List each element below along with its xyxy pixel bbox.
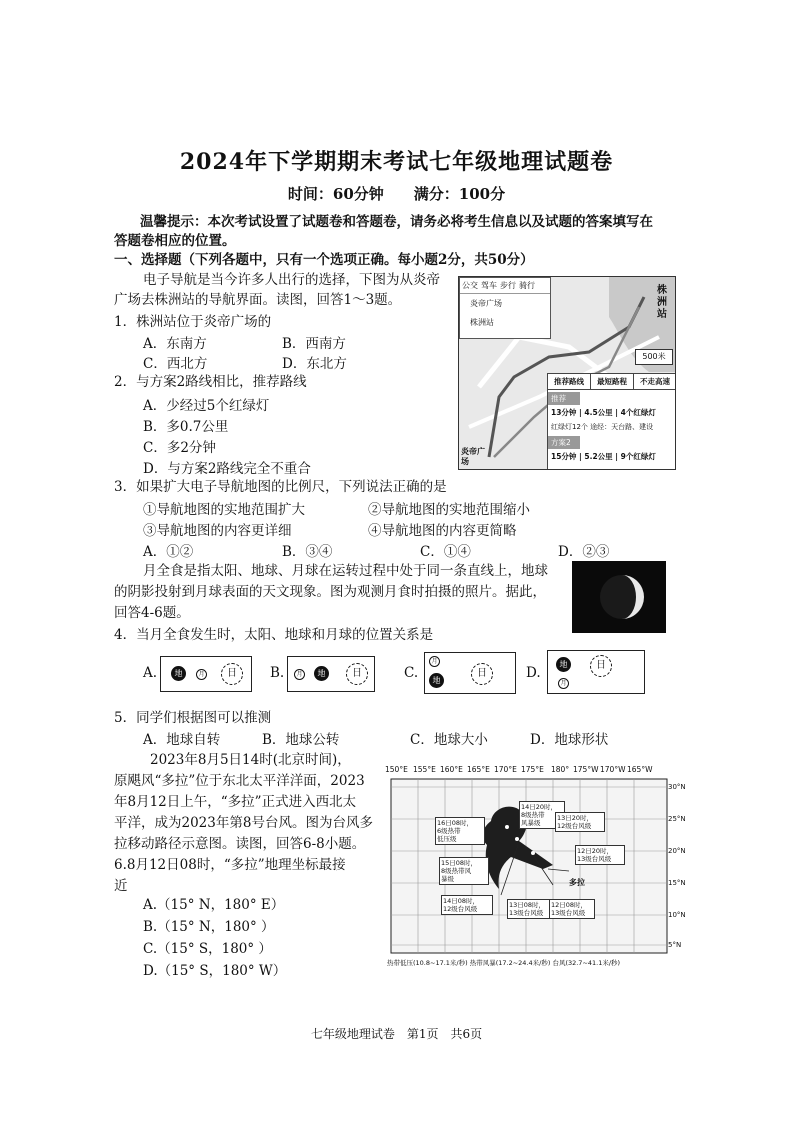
typhoon-legend: 热带低压(10.8~17.1米/秒) 热带风暴(17.2~24.4米/秒) 台风(32.7~41.1米/秒) <box>387 959 621 967</box>
earth-icon: 地 <box>556 657 571 672</box>
sun-icon: 日 <box>590 655 612 677</box>
earth-icon: 地 <box>314 666 329 681</box>
lat-label: 20°N <box>668 847 686 855</box>
tab-walk[interactable]: 步行 <box>500 281 516 290</box>
lon-label: 150°E <box>385 765 408 774</box>
lon-label: 165°E <box>467 765 490 774</box>
q6-stem-line-1: 6.8月12日08时，“多拉”地理坐标最接 <box>114 857 346 873</box>
lat-label: 10°N <box>668 911 686 919</box>
tab-shortest[interactable]: 最短路程 <box>591 374 634 389</box>
q2-option-a[interactable]: A．少经过5个红绿灯 <box>143 398 270 414</box>
intro1-line-2: 广场去株洲站的导航界面。读图，回答1～3题。 <box>114 292 402 308</box>
moon-icon: 月 <box>429 656 440 667</box>
q4-option-a-label[interactable]: A. <box>143 665 158 681</box>
lon-label: 160°E <box>440 765 463 774</box>
q5-option-b[interactable]: B．地球公转 <box>262 732 340 748</box>
q3-option-b[interactable]: B．③④ <box>282 544 333 560</box>
intro2-line-1: 月全食是指太阳、地球、月球在运转过程中处于同一条直线上，地球 <box>143 563 548 579</box>
nav-mode-tabs <box>460 278 550 294</box>
q3-statement-2: ②导航地图的实地范围缩小 <box>368 502 530 518</box>
q4-option-c-label[interactable]: C. <box>404 665 419 681</box>
nav-from[interactable]: 炎帝广场 <box>470 299 502 308</box>
q1-option-d[interactable]: D．东北方 <box>282 356 347 372</box>
q3-option-d[interactable]: D．②③ <box>558 544 610 560</box>
tab-bus[interactable]: 公交 <box>462 281 478 290</box>
q2-stem: 2．与方案2路线相比，推荐路线 <box>114 374 307 390</box>
notice-label: 温馨提示： <box>140 214 208 230</box>
lat-label: 5°N <box>668 941 682 949</box>
tab-bike[interactable]: 骑行 <box>519 281 535 290</box>
lon-label: 170°W <box>600 765 626 774</box>
q6-option-d[interactable]: D.（15° S，180° W） <box>143 963 287 979</box>
tab-no-highway[interactable]: 不走高速 <box>640 377 670 386</box>
typhoon-box: 12日08时， 13级台风级 <box>549 899 595 919</box>
q4-option-c-diagram[interactable] <box>424 652 516 694</box>
typhoon-box: 14日08时， 12级台风级 <box>441 895 493 915</box>
q2-option-d[interactable]: D．与方案2路线完全不重合 <box>143 461 311 477</box>
tab-drive[interactable]: 驾车 <box>481 281 497 290</box>
q1-option-c[interactable]: C．西北方 <box>143 356 208 372</box>
typhoon-box: 16日08时， 6级热带 低压级 <box>435 817 485 845</box>
plan1-label: 推荐 <box>548 392 580 405</box>
intro3-line-4: 平洋，成为2023年第8号台风。图为台风多 <box>114 815 373 831</box>
intro2-line-3: 回答4-6题。 <box>114 605 190 621</box>
lon-label: 175°W <box>573 765 599 774</box>
scale-bar: 500米 <box>635 349 673 365</box>
typhoon-box: 13日20时， 12级台风级 <box>555 812 605 832</box>
station-label: 株洲站 <box>657 285 667 320</box>
sun-icon: 日 <box>221 663 243 685</box>
moon-icon: 月 <box>294 669 305 680</box>
plan2-info[interactable]: 15分钟 | 5.2公里 | 9个红绿灯 <box>551 452 656 461</box>
typhoon-path-map <box>383 765 686 973</box>
eclipse-moon-drawing <box>572 561 666 633</box>
q3-statement-1: ①导航地图的实地范围扩大 <box>143 502 305 518</box>
longitude-labels <box>385 765 673 779</box>
q6-stem-line-2: 近 <box>114 878 128 894</box>
typhoon-box: 14日20时， 8级热带 风暴级 <box>519 801 565 829</box>
square-label: 炎帝广场 <box>461 447 485 466</box>
tab-recommended[interactable]: 推荐路线 <box>548 374 591 389</box>
q6-option-b[interactable]: B.（15° N，180° ） <box>143 919 275 935</box>
typhoon-box: 15日08时， 8级热带风 暴级 <box>439 857 489 885</box>
intro1-line-1: 电子导航是当今许多人出行的选择，下图为从炎帝 <box>143 272 440 288</box>
intro2-line-2: 的阴影投射到月球表面的天文现象。图为观测月食时拍摄的照片。据此， <box>114 584 546 600</box>
intro3-line-5: 拉移动路径示意图。读图，回答6-8小题。 <box>114 836 366 852</box>
q2-option-c[interactable]: C．多2分钟 <box>143 440 216 456</box>
q4-option-a-diagram[interactable] <box>160 656 252 692</box>
typhoon-box: 13日08时， 13级台风级 <box>507 899 553 919</box>
q4-option-d-diagram[interactable] <box>547 650 645 694</box>
lon-label: 165°W <box>627 765 653 774</box>
section-heading: 一、选择题（下列各题中，只有一个选项正确。每小题2分，共50分） <box>114 252 534 268</box>
sun-icon: 日 <box>346 663 368 685</box>
q3-option-a[interactable]: A．①② <box>143 544 194 560</box>
lunar-eclipse-photo <box>572 561 666 633</box>
q3-option-c[interactable]: C．①④ <box>420 544 471 560</box>
exam-subtitle: 时间：60分钟 满分：100分 <box>287 185 506 203</box>
q2-option-b[interactable]: B．多0.7公里 <box>143 419 229 435</box>
intro3-line-1: 2023年8月5日14时(北京时间)， <box>150 752 351 768</box>
q1-stem: 1．株洲站位于炎帝广场的 <box>114 314 272 330</box>
typhoon-map-svg <box>383 765 683 957</box>
notice-line-1 <box>140 212 653 232</box>
nav-to[interactable]: 株洲站 <box>470 318 494 327</box>
earth-icon: 地 <box>429 673 444 688</box>
plan2-label: 方案2 <box>548 436 580 449</box>
q6-option-c[interactable]: C.（15° S，180° ） <box>143 941 272 957</box>
lat-label: 30°N <box>668 783 686 791</box>
q5-option-a[interactable]: A．地球自转 <box>143 732 221 748</box>
route-panel <box>547 373 676 470</box>
q1-option-b[interactable]: B．西南方 <box>282 336 346 352</box>
lat-label: 15°N <box>668 879 686 887</box>
nav-panel <box>459 277 551 339</box>
lon-label: 175°E <box>521 765 544 774</box>
q3-statement-4: ④导航地图的内容更简略 <box>368 523 517 539</box>
plan1-detail: 红绿灯12个 途经：天台路、建设 <box>551 423 654 431</box>
sun-icon: 日 <box>471 663 493 685</box>
q5-stem: 5．同学们根据图可以推测 <box>114 710 272 726</box>
q4-option-d-label[interactable]: D. <box>526 665 541 681</box>
q5-option-d[interactable]: D．地球形状 <box>530 732 609 748</box>
q4-option-b-diagram[interactable] <box>287 656 375 692</box>
q5-option-c[interactable]: C．地球大小 <box>410 732 488 748</box>
q1-option-a[interactable]: A．东南方 <box>143 336 207 352</box>
route-tabs <box>548 374 676 390</box>
q3-statement-3: ③导航地图的内容更详细 <box>143 523 292 539</box>
lon-label: 155°E <box>413 765 436 774</box>
moon-icon: 月 <box>196 669 207 680</box>
intro3-line-3: 年8月12日上午，“多拉”正式进入西北太 <box>114 794 357 810</box>
navigation-map-figure <box>458 276 676 470</box>
lon-label: 170°E <box>494 765 517 774</box>
q3-stem: 3．如果扩大电子导航地图的比例尺，下列说法正确的是 <box>114 479 447 495</box>
page-footer: 七年级地理试卷 第1页 共6页 <box>310 1027 483 1041</box>
q6-option-a[interactable]: A.（15° N，180° E） <box>143 897 285 913</box>
latitude-labels <box>667 781 686 951</box>
notice-text-1: 本次考试设置了试题卷和答题卷，请务必将考生信息以及试题的答案填写在 <box>207 214 653 230</box>
intro3-line-2: 原飓风“多拉”位于东北太平洋洋面，2023 <box>114 773 365 789</box>
earth-icon: 地 <box>171 666 186 681</box>
lon-label: 180° <box>551 765 570 774</box>
lat-label: 25°N <box>668 815 686 823</box>
moon-icon: 月 <box>558 678 569 689</box>
typhoon-name-label: 多拉 <box>569 878 585 887</box>
plan1-info[interactable]: 13分钟 | 4.5公里 | 4个红绿灯 <box>551 408 656 417</box>
page-title: 2024年下学期期末考试七年级地理试题卷 <box>179 149 614 175</box>
typhoon-box: 12日20时， 13级台风级 <box>575 845 625 865</box>
notice-line-2: 答题卷相应的位置。 <box>114 233 236 249</box>
q4-option-b-label[interactable]: B. <box>270 665 285 681</box>
q4-stem: 4．当月全食发生时，太阳、地球和月球的位置关系是 <box>114 627 434 643</box>
